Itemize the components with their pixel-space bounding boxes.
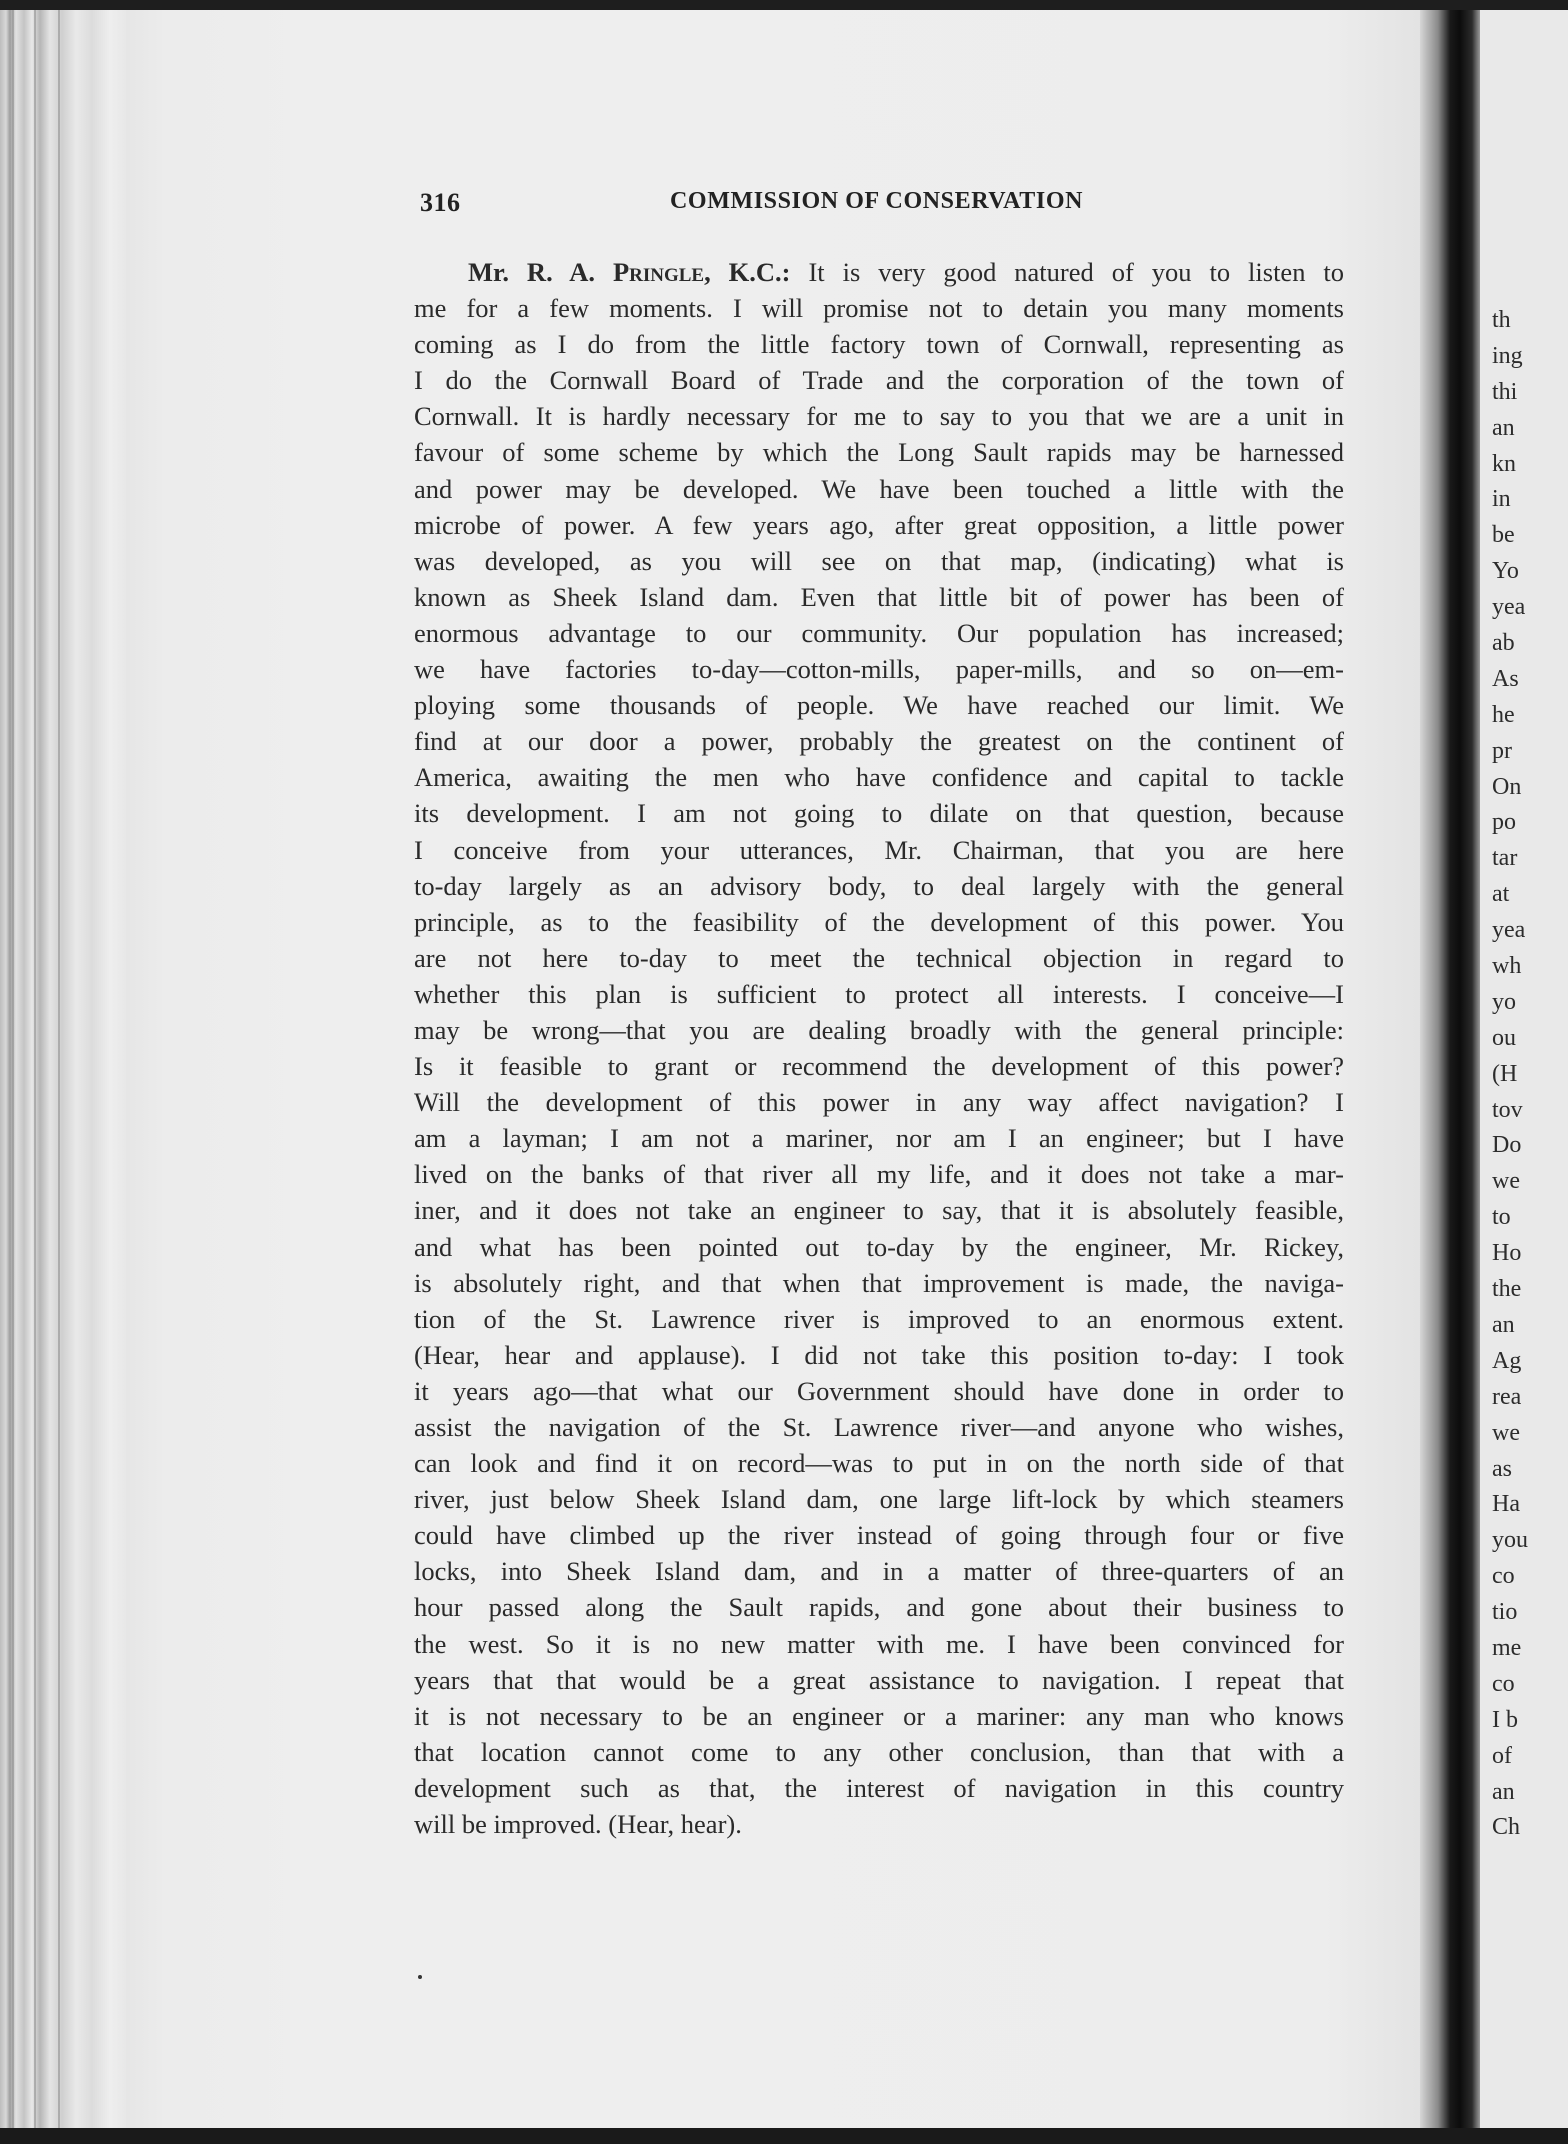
next-page-fragment: the [1492, 1276, 1522, 1303]
text-line: find at our door a power, probably the greatest on the continent of [414, 726, 1344, 757]
next-page-fragment: in [1492, 486, 1511, 513]
page-edge-line [58, 10, 60, 2130]
text-line: could have climbed up the river instead of going through four or five [414, 1520, 1344, 1551]
speech-paragraph [414, 254, 1344, 1842]
text-line: whether this plan is sufficient to protect all interests. I conceive—I [414, 978, 1344, 1009]
text-line: Will the development of this power in any way affect navigation? I [414, 1087, 1344, 1118]
next-page-fragment: tov [1492, 1096, 1523, 1123]
next-page-fragment: yea [1492, 917, 1526, 944]
next-page-fragment: an [1492, 1311, 1515, 1338]
next-page-fragment: ab [1492, 630, 1515, 657]
text-line-content: It is very good natured of you to listen to [790, 257, 1345, 287]
text-line: me for a few moments. I will promise not to detain you many moments [414, 293, 1344, 324]
next-page-fragment: an [1492, 1778, 1515, 1805]
text-line [414, 254, 1344, 290]
text-line: it years ago—that what our Government should have done in order to [414, 1375, 1344, 1406]
text-line: coming as I do from the little factory town of Cornwall, representing as [414, 329, 1344, 360]
text-line: is absolutely right, and that when that improvement is made, the naviga- [414, 1267, 1344, 1298]
next-page-fragment: to [1492, 1204, 1511, 1231]
text-line: locks, into Sheek Island dam, and in a matter of three-quarters of an [414, 1556, 1344, 1587]
next-page-fragment: th [1492, 307, 1511, 333]
next-page-fragment: an [1492, 414, 1515, 441]
text-line: lived on the banks of that river all my life, and it does not take a mar- [414, 1159, 1344, 1190]
text-line: iner, and it does not take an engineer to say, that it is absolutely feasible, [414, 1195, 1344, 1226]
next-page-fragment: po [1492, 809, 1516, 836]
text-line: favour of some scheme by which the Long Sault rapids may be harnessed [414, 437, 1344, 468]
text-line: may be wrong—that you are dealing broadly with the general principle: [414, 1014, 1344, 1045]
next-page-fragment: me [1492, 1634, 1522, 1661]
speaker-prefix: Mr. R. A. [468, 257, 595, 287]
speaker-suffix: , K.C.: [704, 257, 791, 287]
text-line: hour passed along the Sault rapids, and gone about their business to [414, 1592, 1344, 1623]
page-edge-line [12, 10, 14, 2130]
next-page-fragment: yea [1492, 594, 1526, 621]
text-line: it is not necessary to be an engineer or a mariner: any man who knows [414, 1700, 1344, 1731]
book-page-edges [0, 10, 128, 2130]
text-line: I conceive from your utterances, Mr. Chairman, that you are here [414, 834, 1344, 865]
next-page-fragment: tio [1492, 1599, 1518, 1626]
text-line: I do the Cornwall Board of Trade and the corporation of the town of [414, 365, 1344, 396]
next-page-fragment: As [1492, 665, 1519, 692]
next-page-fragment: as [1492, 1455, 1512, 1482]
next-page-fragment: wh [1492, 953, 1522, 980]
text-line: microbe of power. A few years ago, after great opposition, a little power [414, 509, 1344, 540]
text-line: tion of the St. Lawrence river is improved to an enormous extent. [414, 1303, 1344, 1334]
text-line: am a layman; I am not a mariner, nor am I an engineer; but I have [414, 1123, 1344, 1154]
text-line: development such as that, the interest of navigation in this country [414, 1772, 1344, 1803]
text-line: ploying some thousands of people. We have reached our limit. We [414, 690, 1344, 721]
text-line: America, awaiting the men who have confidence and capital to tackle [414, 762, 1344, 793]
next-page-fragment: Ho [1492, 1240, 1522, 1267]
book-gutter [1420, 10, 1480, 2130]
page-header [420, 188, 1400, 232]
next-page-fragment: we [1492, 1419, 1520, 1446]
scanner-border-bottom [0, 2128, 1568, 2144]
next-page-fragment: Do [1492, 1132, 1522, 1159]
next-page-fragment: co [1492, 1670, 1515, 1697]
page-number: 316 [420, 188, 461, 217]
text-line: assist the navigation of the St. Lawrence river—and anyone who wishes, [414, 1412, 1344, 1442]
next-page-fragment: of [1492, 1742, 1512, 1769]
text-line: will be improved. (Hear, hear). [414, 1809, 742, 1840]
next-page-fragment: be [1492, 522, 1515, 549]
next-page-fragment: (H [1492, 1060, 1518, 1087]
next-page-fragment: Ag [1492, 1347, 1522, 1374]
next-page-fragment: kn [1492, 450, 1516, 477]
running-head: COMMISSION OF CONSERVATION [670, 188, 1084, 214]
text-line: are not here to-day to meet the technical objection in regard to [414, 942, 1344, 973]
text-line: Is it feasible to grant or recommend the development of this power? [414, 1051, 1344, 1082]
page-edge-line [34, 10, 36, 2130]
text-line: Cornwall. It is hardly necessary for me to say to you that we are a unit in [414, 401, 1344, 432]
next-page-fragment: co [1492, 1563, 1515, 1590]
text-line: river, just below Sheek Island dam, one large lift-lock by which steamers [414, 1484, 1344, 1515]
text-line: can look and find it on record—was to put in on the north side of that [414, 1448, 1344, 1479]
next-page-fragment: he [1492, 701, 1515, 728]
next-page-fragment: Ha [1492, 1491, 1520, 1518]
next-page-fragment: rea [1492, 1383, 1522, 1410]
text-line: years that that would be a great assistance to navigation. I repeat that [414, 1664, 1344, 1695]
next-page-fragment: I b [1492, 1706, 1518, 1733]
next-page-fragment: we [1492, 1168, 1520, 1195]
next-page-fragment: you [1492, 1527, 1528, 1554]
text-line: the west. So it is no new matter with me. I have been convinced for [414, 1628, 1344, 1659]
text-line: its development. I am not going to dilate on that question, because [414, 798, 1344, 829]
text-line: principle, as to the feasibility of the development of this power. You [414, 906, 1344, 937]
speaker-name: Pringle [612, 257, 705, 287]
next-page-fragment: Ch [1492, 1814, 1521, 1841]
next-page-fragment: ing [1492, 342, 1523, 369]
next-page-fragment: tar [1492, 845, 1518, 872]
next-page-fragment: yo [1492, 988, 1516, 1015]
text-line: that location cannot come to any other conclusion, than that with a [414, 1736, 1344, 1767]
next-page-fragment: pr [1492, 737, 1512, 764]
next-page-fragment: Yo [1492, 558, 1519, 585]
text-line: and power may be developed. We have been touched a little with the [414, 473, 1344, 504]
next-page-fragment: at [1492, 881, 1510, 908]
text-line: enormous advantage to our community. Our population has increased; [414, 617, 1344, 648]
scan-speck [418, 1975, 422, 1979]
text-line: (Hear, hear and applause). I did not take this position to-day: I took [414, 1339, 1344, 1370]
text-line: we have factories to-day—cotton-mills, paper-mills, and so on—em- [414, 654, 1344, 685]
next-page-text-fragments [1492, 303, 1528, 1846]
next-page-fragment: ou [1492, 1024, 1516, 1051]
next-page-fragment: On [1492, 773, 1522, 800]
text-line: and what has been pointed out to-day by the engineer, Mr. Rickey, [414, 1231, 1344, 1262]
scanned-page-right-slice [1480, 10, 1568, 2130]
text-line: known as Sheek Island dam. Even that little bit of power has been of [414, 581, 1344, 612]
text-line: was developed, as you will see on that map, (indicating) what is [414, 545, 1344, 576]
text-line: to-day largely as an advisory body, to deal largely with the general [414, 870, 1344, 901]
next-page-fragment: thi [1492, 378, 1518, 405]
